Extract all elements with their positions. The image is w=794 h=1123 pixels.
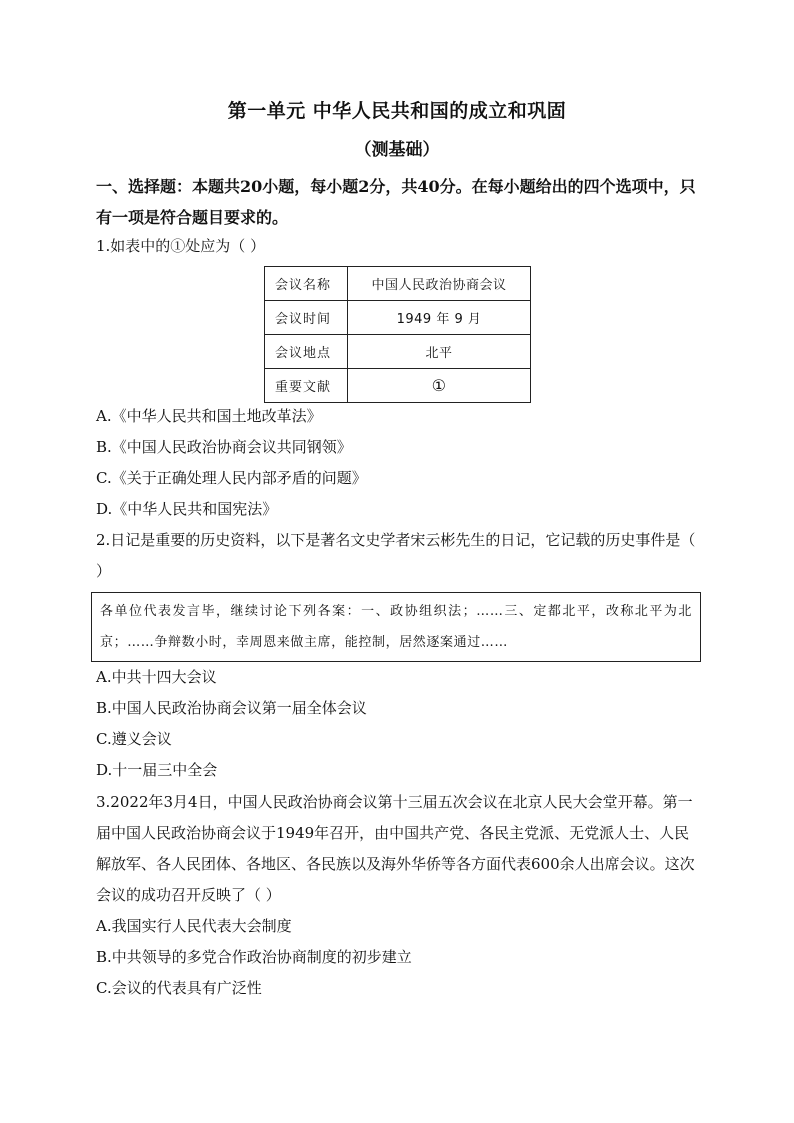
table-key: 重要文献 xyxy=(265,369,348,403)
table-key: 会议地点 xyxy=(265,335,348,369)
question-1-option-d: D.《中华人民共和国宪法》 xyxy=(96,500,278,518)
question-1-option-b: B.《中国人民政治协商会议共同钢领》 xyxy=(96,438,352,456)
section-heading: 一、选择题：本题共20小题，每小题2分，共40分。在每小题给出的四个选项中，只有一项是符合题目要求的。 xyxy=(96,177,696,227)
table-key: 会议时间 xyxy=(265,301,348,335)
question-3-stem: 3.2022年3月4日，中国人民政治协商会议第十三届五次会议在北京人民大会堂开幕。第一届中国人民政治协商会议于1949年召开，由中国共产党、各民主党派、无党派人士、人民解放军、各人民团体、各地区、各民族以及海外华侨等各方面代表600余人出席会议。这次会议的成功召开反映了（ ） xyxy=(96,793,695,904)
table-row xyxy=(265,301,531,335)
page-subtitle: （测基础） xyxy=(354,140,440,160)
question-2-option-a: A.中共十四大会议 xyxy=(96,668,217,686)
question-1-option-c: C.《关于正确处理人民内部矛盾的问题》 xyxy=(96,469,367,487)
question-2-option-b: B.中国人民政治协商会议第一届全体会议 xyxy=(96,699,367,717)
question-3-option-a: A.我国实行人民代表大会制度 xyxy=(96,917,292,935)
table-value: 北平 xyxy=(348,335,531,369)
meeting-info-table xyxy=(264,266,531,403)
question-2-stem: 2.日记是重要的历史资料，以下是著名文史学者宋云彬先生的日记，它记载的历史事件是（ ） xyxy=(96,531,696,580)
table-value: ① xyxy=(348,369,531,403)
table-row xyxy=(265,267,531,301)
question-1-option-a: A.《中华人民共和国土地改革法》 xyxy=(96,407,322,425)
table-row xyxy=(265,369,531,403)
table-value: 1949 年 9 月 xyxy=(348,301,531,335)
question-2-option-d: D.十一届三中全会 xyxy=(96,761,218,779)
question-2-option-c: C.遵义会议 xyxy=(96,730,172,748)
diary-quote-box: 各单位代表发言毕，继续讨论下列各案：一、政协组织法；……三、定都北平，改称北平为北京；……争辩数小时，幸周恩来做主席，能控制，居然逐案通过…… xyxy=(91,592,701,662)
table-row xyxy=(265,335,531,369)
question-1-stem: 1.如表中的①处应为（ ） xyxy=(96,237,266,255)
question-3-option-b: B.中共领导的多党合作政治协商制度的初步建立 xyxy=(96,948,412,966)
table-key: 会议名称 xyxy=(265,267,348,301)
question-3-option-c: C.会议的代表具有广泛性 xyxy=(96,979,262,997)
table-value: 中国人民政治协商会议 xyxy=(348,267,531,301)
page-title: 第一单元 中华人民共和国的成立和巩固 xyxy=(227,100,567,122)
